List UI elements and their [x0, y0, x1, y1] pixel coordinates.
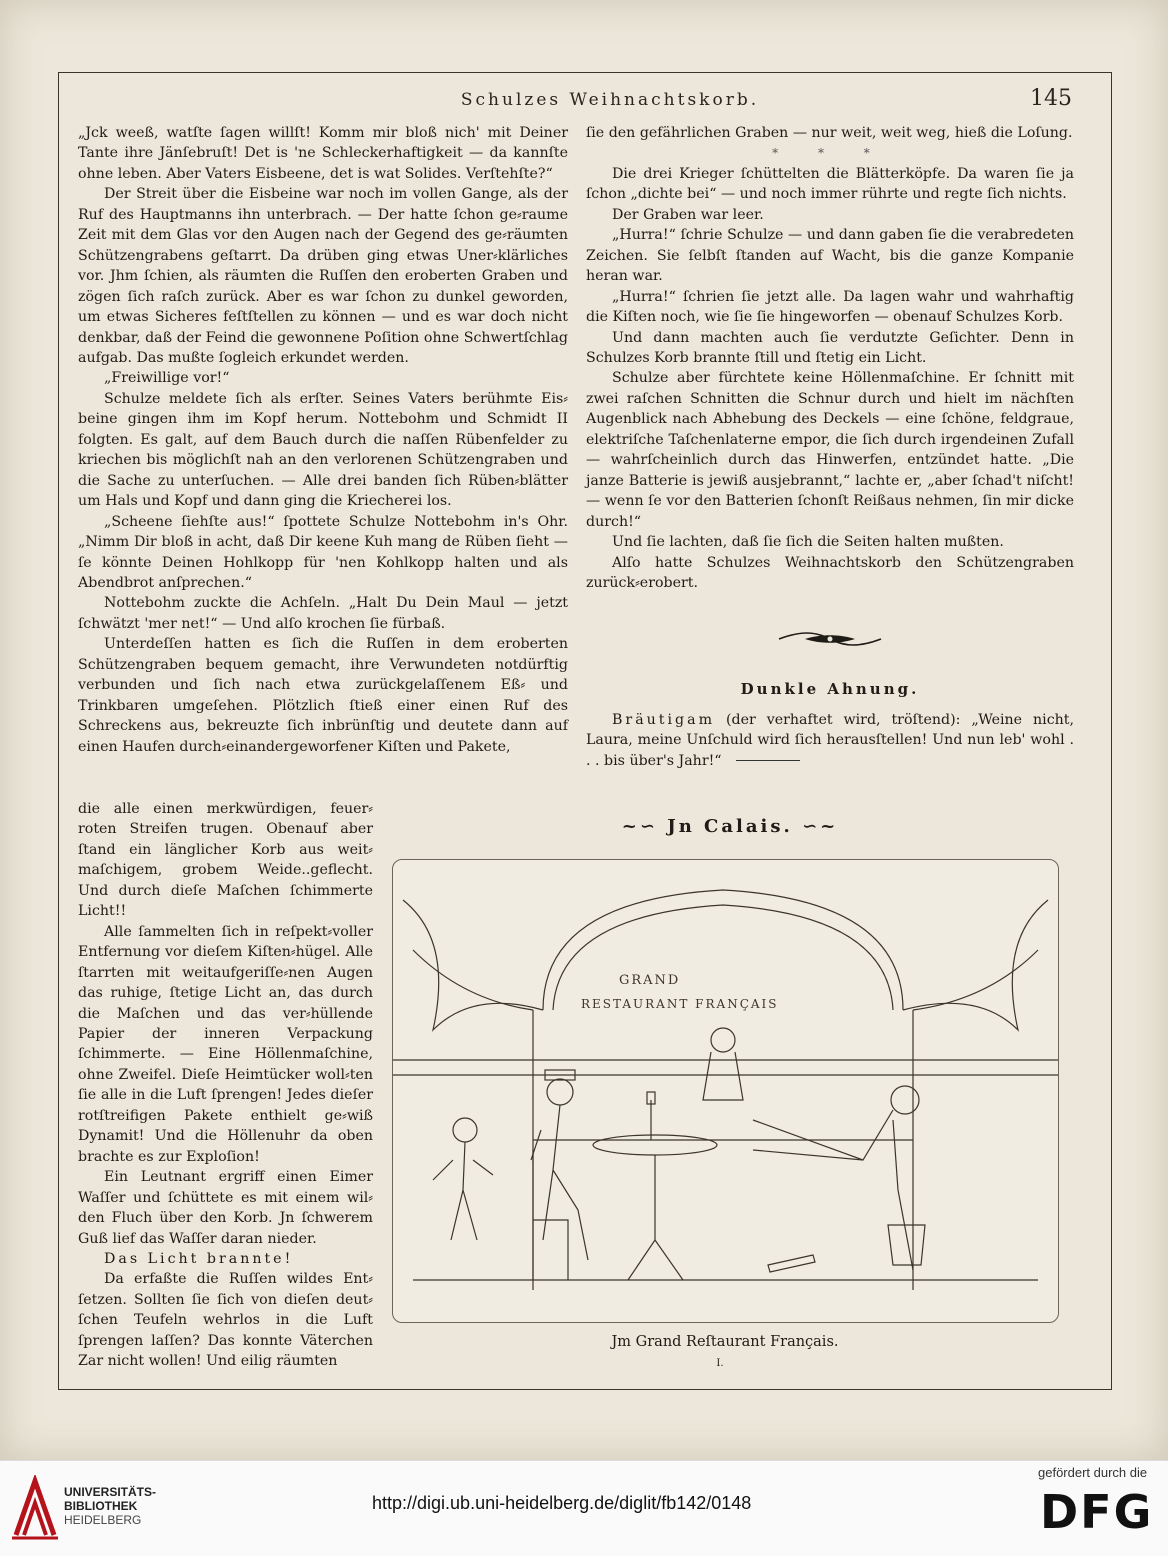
paragraph: Und dann machten auch ſie verdutzte Geſichter. Denn in Schulzes Korb brannte ſtill und ſtetig ein Licht. — [586, 329, 1074, 366]
paragraph: Das Licht brannte! — [104, 1250, 294, 1267]
viewer-footer — [0, 1460, 1168, 1556]
swash-right-icon: ∽~ — [792, 816, 839, 837]
illustration-caption: Jm Grand Reſtaurant Français. — [611, 1334, 839, 1350]
left-column — [78, 123, 568, 757]
university-library-logo-icon — [12, 1475, 58, 1541]
paragraph: „Freiwillige vor!“ — [104, 370, 230, 387]
paragraph: Alſo hatte Schulzes Weihnachtskorb den Schützengraben zurück⸗erobert. — [586, 554, 1074, 591]
section-stars: * * * — [772, 146, 888, 161]
paragraph: „Jck weeß, watſte ſagen willſt! Komm mir bloß nich' mit Deiner Tante ihre Jänſebruſt! Det is 'ne Schleckerhaftigkeit — da kannſte ohne leben. Aber Vaters Eisbeene, det is wat Solides. Verſtehſte?“ — [78, 125, 568, 182]
paragraph: Schulze aber fürchtete keine Höllenmaſchine. Er ſchnitt mit zwei raſchen Schnitten die Schnur durch und hielt im nächſten Augenblick nach Abhebung des Deckels — eine ſchöne, feldgraue, elektriſche Taſchenlaterne empor, die ſich durch irgendeinen Zufall — wahrſcheinlich durch das Hinwerfen, entzündet hatte. „Die janze Batterie is jewiß ausjebrannt,“ lachte er, „aber ſchad't niſcht! — wenn ſe vor den Batterien ſchonſt Reißaus nehmen, ſin mir dicke durch!“ — [586, 370, 1074, 530]
illustration-title: ~∽ Jn Calais. ∽~ — [621, 816, 839, 837]
paragraph: Unterdeſſen hatten es ſich die Ruſſen in dem eroberten Schützengraben bequem gemacht, ihre Verwundeten notdürftig verbunden und ſich nach etwa zurückgelaſſenem Eß⸗ und Trinkbaren umgeſehen. Plötzlich ſtieß einer einen Ruf des Schreckens aus, bekreuzte ſich inbrünſtig und deutete dann auf einen Haufen durch⸗einandergeworfener Kiſten und Pakete, — [78, 636, 568, 755]
paragraph: Da erfaßte die Ruſſen wildes Ent⸗ſetzen. Sollten ſie ſich von dieſen deut⸗ſchen Teufeln wehrlos in die Luft ſprengen laſſen? Das konnte Väterchen Zar nicht wollen! Und eilig räumten — [78, 1271, 373, 1370]
sign-top: GRAND — [619, 973, 681, 988]
page-number: 145 — [1030, 86, 1072, 111]
anecdote-quote: „Weine nicht, Laura, meine Unſchuld wird ſich herausſtellen! Und nun leb' wohl . . . bis über's Jahr!“ — [586, 712, 1074, 769]
institution-name: UNIVERSITÄTS- BIBLIOTHEK HEIDELBERG — [64, 1485, 157, 1527]
paragraph: Nottebohm zuckte die Achſeln. „Halt Du Dein Maul — jetzt ſchwätzt 'mer net!“ — Und alſo krochen ſie fürbaß. — [78, 595, 568, 632]
running-title: Schulzes Weihnachtskorb. — [460, 90, 760, 110]
paragraph: ſie den gefährlichen Graben — nur weit, weit weg, hieß die Loſung. — [586, 125, 1073, 141]
sign-restaurant: RESTAURANT FRANÇAIS — [581, 997, 779, 1011]
illustration-cartoon — [392, 859, 1059, 1323]
flourish-ornament-icon — [775, 628, 885, 650]
paragraph: Schulze meldete ſich als erſter. Seines Vaters berühmte Eis⸗beine gingen ihm im Kopf herum. Nottebohm und Schmidt II folgten. Es galt, auf dem Bauch durch die naſſen Rübenfelder zu kriechen bis möglichſt nah an den verlorenen Schützengraben und die Sache zu unterſuchen. — Alle drei banden ſich Rüben⸗blätter um Hals und Kopf und dann ging die Kriecherei los. — [78, 390, 568, 510]
anecdote-text — [586, 710, 1074, 771]
paragraph: Der Streit über die Eisbeine war noch im vollen Gange, als der Ruf des Hauptmanns ihn unterbrach. — Der hatte ſchon ge⸗raume Zeit mit dem Glas vor den Augen nach der Gegend des ge⸗räumten Schützengrabens geſtarrt. Da drüben ging etwas Uner⸗klärliches vor. Jhm ſchien, als räumten die Ruſſen den eroberten Graben und zögen ſich raſch zurück. Aber es war ſchon zu dunkel geworden, um etwas Sicheres feſtſtellen zu können — und es war doch nicht denkbar, daß der Feind die gewonnene Poſition ohne Schwertſchlag aufgab. Das mußte ſogleich erkundet werden. — [78, 186, 568, 366]
stage-direction: (der verhaftet wird, tröſtend): — [725, 712, 961, 728]
paragraph: „Scheene ſiehſte aus!“ ſpottete Schulze Nottebohm in's Ohr. „Nimm Dir bloß in acht, daß Dir keene Kuh mang de Rüben ſieht — ſe könnte Deinen Hohlkopp für 'nen Kohlkopp halten und als Abendbrot anſprechen.“ — [78, 513, 568, 591]
funded-by-label: gefördert durch die — [1038, 1465, 1148, 1480]
paragraph: Und ſie lachten, daß ſie ſich die Seiten halten mußten. — [612, 534, 1004, 551]
end-rule — [736, 760, 800, 761]
illustration-number: I. — [716, 1358, 724, 1369]
anecdote-title: Dunkle Ahnung. — [740, 680, 920, 698]
dfg-logo: DFG — [1040, 1485, 1154, 1539]
paragraph: die alle einen merkwürdigen, feuer⸗roten Streifen trugen. Obenauf aber ſtand ein länglicher Korb aus weit⸗maſchigem, grobem Weide..geflecht. Und durch dieſe Maſchen ſchimmerte Licht!! — [78, 801, 373, 920]
paragraph: „Hurra!“ ſchrien ſie jetzt alle. Da lagen wahr und wahrhaftig die Kiſten noch, wie ſie ſie hingeworfen — obenauf Schulzes Korb. — [586, 288, 1074, 326]
paragraph: Die drei Krieger ſchüttelten die Blätterköpfe. Da waren ſie ja ſchon „dichte bei“ — und noch immer rührte und regte ſich nichts. — [586, 165, 1074, 203]
permalink-url[interactable]: http://digi.ub.uni-heidelberg.de/diglit/fb142/0148 — [372, 1493, 752, 1513]
paragraph: Ein Leutnant ergriff einen Eimer Waſſer und ſchüttete es mit einem wil⸗den Fluch über den Korb. Jn ſchwerem Guß lief das Waſſer daran nieder. — [78, 1169, 373, 1247]
paragraph: Alle ſammelten ſich in reſpekt⸗voller Entfernung vor dieſem Kiſten⸗hügel. Alle ſtarrten mit weitaufgeriſſe⸗nen Augen das ruhige, ſtetige Licht an, das durch die Maſchen und das ver⸗hüllende Papier der inneren Verpackung ſchimmerte. — Eine Höllenmaſchine, ohne Zweifel. Dieſe Heimtücker woll⸗ten ſie alle in die Luft ſprengen! Jedes dieſer rotſtreifigen Pakete enthielt ge⸗wiß Dynamit! Und die Höllenuhr da oben brachte es zur Exploſion! — [78, 923, 373, 1165]
swash-left-icon: ~∽ — [621, 816, 668, 837]
restaurant-scene-drawing — [393, 860, 1058, 1322]
paragraph: „Hurra!“ ſchrie Schulze — und dann gaben ſie die verabredeten Zeichen. Sie ſelbſt ſtanden auf Wacht, bis die ganze Kompanie heran war. — [586, 227, 1074, 285]
anecdote-speaker: Bräutigam — [612, 712, 716, 728]
left-narrow-column — [78, 799, 373, 1372]
paragraph: Der Graben war leer. — [612, 206, 764, 223]
right-column — [586, 123, 1074, 593]
